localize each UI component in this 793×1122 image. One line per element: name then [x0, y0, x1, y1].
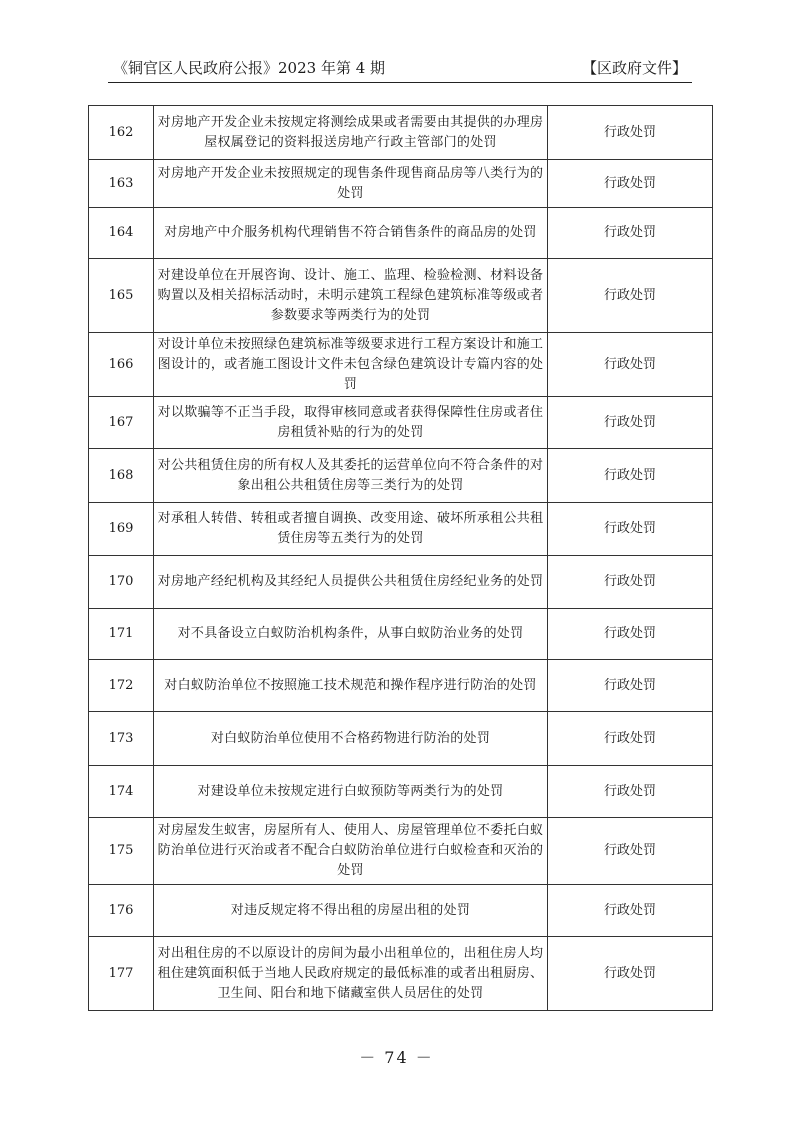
table-row	[89, 885, 713, 937]
table-row	[89, 397, 713, 449]
row-item: 对房地产中介服务机构代理销售不符合销售条件的商品房的处罚	[154, 208, 548, 259]
row-item: 对出租住房的不以原设计的房间为最小出租单位的，出租住房人均租住建筑面积低于当地人民政府规定的最低标准的或者出租厨房、卫生间、阳台和地下储藏室供人员居住的处罚	[154, 937, 548, 1011]
bulletin-title: 《铜官区人民政府公报》2023 年第 4 期	[113, 59, 386, 77]
penalty-table	[88, 105, 713, 1011]
row-type: 行政处罚	[548, 259, 713, 333]
table-row	[89, 208, 713, 259]
header-divider	[108, 82, 692, 83]
row-type: 行政处罚	[548, 397, 713, 449]
table-row	[89, 160, 713, 208]
row-number: 165	[89, 259, 154, 333]
row-type: 行政处罚	[548, 333, 713, 397]
row-item: 对白蚁防治单位使用不合格药物进行防治的处罚	[154, 712, 548, 766]
row-type: 行政处罚	[548, 766, 713, 818]
row-item: 对房屋发生蚁害，房屋所有人、使用人、房屋管理单位不委托白蚁防治单位进行灭治或者不配合白蚁防治单位进行白蚁检查和灭治的处罚	[154, 818, 548, 885]
table-row	[89, 609, 713, 660]
row-type: 行政处罚	[548, 660, 713, 712]
row-item: 对设计单位未按照绿色建筑标准等级要求进行工程方案设计和施工图设计的，或者施工图设计文件未包含绿色建筑设计专篇内容的处罚	[154, 333, 548, 397]
row-number: 164	[89, 208, 154, 259]
row-number: 172	[89, 660, 154, 712]
row-number: 171	[89, 609, 154, 660]
row-number: 166	[89, 333, 154, 397]
table-row	[89, 503, 713, 556]
table-row	[89, 449, 713, 503]
row-number: 168	[89, 449, 154, 503]
page-number: － 74 －	[359, 1048, 434, 1067]
row-item: 对不具备设立白蚁防治机构条件，从事白蚁防治业务的处罚	[154, 609, 548, 660]
section-label: 【区政府文件】	[581, 59, 687, 77]
table-row	[89, 333, 713, 397]
table-row	[89, 937, 713, 1011]
row-number: 177	[89, 937, 154, 1011]
table-row	[89, 259, 713, 333]
row-type: 行政处罚	[548, 106, 713, 160]
row-type: 行政处罚	[548, 556, 713, 609]
row-item: 对以欺骗等不正当手段，取得审核同意或者获得保障性住房或者住房租赁补贴的行为的处罚	[154, 397, 548, 449]
row-type: 行政处罚	[548, 937, 713, 1011]
row-number: 176	[89, 885, 154, 937]
row-number: 169	[89, 503, 154, 556]
row-number: 167	[89, 397, 154, 449]
row-type: 行政处罚	[548, 449, 713, 503]
row-item: 对房地产经纪机构及其经纪人员提供公共租赁住房经纪业务的处罚	[154, 556, 548, 609]
row-item: 对建设单位未按规定进行白蚁预防等两类行为的处罚	[154, 766, 548, 818]
row-item: 对违反规定将不得出租的房屋出租的处罚	[154, 885, 548, 937]
row-number: 170	[89, 556, 154, 609]
row-item: 对房地产开发企业未按照规定的现售条件现售商品房等八类行为的处罚	[154, 160, 548, 208]
row-item: 对承租人转借、转租或者擅自调换、改变用途、破坏所承租公共租赁住房等五类行为的处罚	[154, 503, 548, 556]
table-row	[89, 106, 713, 160]
row-item: 对公共租赁住房的所有权人及其委托的运营单位向不符合条件的对象出租公共租赁住房等三类行为的处罚	[154, 449, 548, 503]
row-number: 174	[89, 766, 154, 818]
row-type: 行政处罚	[548, 712, 713, 766]
row-type: 行政处罚	[548, 160, 713, 208]
row-number: 163	[89, 160, 154, 208]
table-row	[89, 660, 713, 712]
table-row	[89, 766, 713, 818]
page-header	[113, 55, 687, 79]
row-number: 175	[89, 818, 154, 885]
row-type: 行政处罚	[548, 609, 713, 660]
row-number: 173	[89, 712, 154, 766]
row-type: 行政处罚	[548, 818, 713, 885]
row-number: 162	[89, 106, 154, 160]
row-type: 行政处罚	[548, 503, 713, 556]
table-row	[89, 818, 713, 885]
row-item: 对建设单位在开展咨询、设计、施工、监理、检验检测、材料设备购置以及相关招标活动时，未明示建筑工程绿色建筑标准等级或者参数要求等两类行为的处罚	[154, 259, 548, 333]
row-item: 对白蚁防治单位不按照施工技术规范和操作程序进行防治的处罚	[154, 660, 548, 712]
row-item: 对房地产开发企业未按规定将测绘成果或者需要由其提供的办理房屋权属登记的资料报送房地产行政主管部门的处罚	[154, 106, 548, 160]
table-row	[89, 712, 713, 766]
row-type: 行政处罚	[548, 885, 713, 937]
table-row	[89, 556, 713, 609]
row-type: 行政处罚	[548, 208, 713, 259]
